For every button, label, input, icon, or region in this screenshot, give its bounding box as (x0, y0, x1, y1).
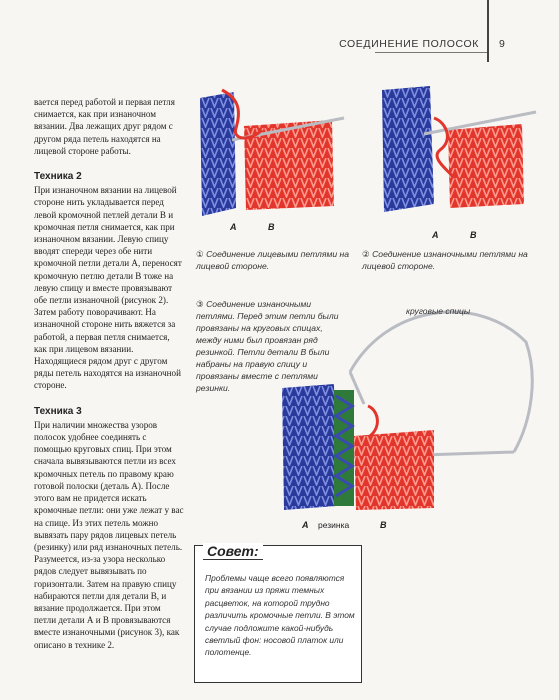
technique3-paragraph: При наличии множества узоров полосок удобнее соединять с помощью круговых спиц. При этом сначала вывязываются петли из всех кромочных петель по правому краю готовой полоски (деталь А). После этого вам не придется искать кромочные петли: они уже лежат у вас на спице. Из этих петель можно вывязать пару рядов лицевых петель (резинку) или ряд изнаночных петель. Разумеется, из-за узора несколько рядов следует вывязывать по горизонтали. Затем на правую спицу набираются петли для детали В, и вязание продолжается. При этом петли детали А и В провязываются вместе изнаночными (рисунок 3), как описано в технике 2. (34, 419, 184, 650)
page-number: 9 (499, 38, 505, 50)
part-b-red-fabric (448, 124, 524, 208)
technique2-heading: Техника 2 (34, 171, 82, 183)
header-rule (375, 52, 487, 53)
label-b: B (268, 222, 275, 232)
label-a: A (432, 230, 439, 240)
part-a-blue-fabric (200, 92, 236, 216)
part-a-blue-fabric (382, 86, 434, 212)
figure-1-caption: ① Соединение лицевыми петлями на лицевой стороне. (196, 249, 350, 271)
tip-box (194, 545, 362, 683)
label-b: B (470, 230, 477, 240)
part-b-red-fabric (354, 430, 434, 510)
left-text-column (34, 96, 184, 663)
section-header: СОЕДИНЕНИЕ ПОЛОСОК (339, 38, 479, 50)
technique3-heading: Техника 3 (34, 405, 82, 417)
label-circular-needles: круговые спицы (406, 306, 471, 316)
figure-1-knit-join (192, 78, 352, 240)
label-rib: резинка (318, 520, 350, 530)
page-spine-line (487, 0, 489, 62)
intro-paragraph: вается перед работой и первая петля снимается, как при изнаночном вязании. Два лежащих друг рядом с другом ряда петель находятся на лицевой стороне работы. (34, 97, 175, 156)
technique2-paragraph: При изнаночном вязании на лицевой стороне нить укладывается перед левой кромочной петлей детали В и кромочная петля снимается, как при изнаночном вязании. Левую спицу вводят спереди через обе нити кромочной петли детали А, переносят кромочную петлю детали В тоже на левую спицу и вместе провязывают обе петли изнаночной (рисунок 2). Затем работу поворачивают. На изнаночной стороне нить вяжется за работой, а первая петля снимается, как при лицевом вязании. Находящиеся рядом друг с другом ряды петель находятся на изнаночной стороне. (34, 185, 182, 391)
figure-3-circular-needle-join (276, 296, 546, 536)
label-a: A (302, 520, 309, 530)
circular-needle-cable (350, 312, 532, 452)
tip-text: Проблемы чаще всего появляются при вязании из пряжи темных расцветок, на которой трудно различить кромочные петли. В этом случае подложите какой-нибудь светлый фон: носовой платок или полотенце. (205, 573, 355, 658)
figure-2-caption: ② Соединение изнаночными петлями на лицевой стороне. (362, 249, 528, 271)
working-yarn (368, 406, 377, 436)
part-a-blue-fabric (282, 384, 336, 510)
label-b: B (380, 520, 387, 530)
figure-2-purl-join (374, 78, 544, 240)
tip-title: Совет: (203, 543, 263, 560)
label-a: A (230, 222, 237, 232)
figure-3-caption: ③ Соединение изнаночными петлями. Перед этим петли были провязаны на круговых спицах, между ними был провязан ряд резинкой. Петли детали В были набраны на правую спицу и провязаны вместе с петлями резинки. (196, 299, 339, 393)
